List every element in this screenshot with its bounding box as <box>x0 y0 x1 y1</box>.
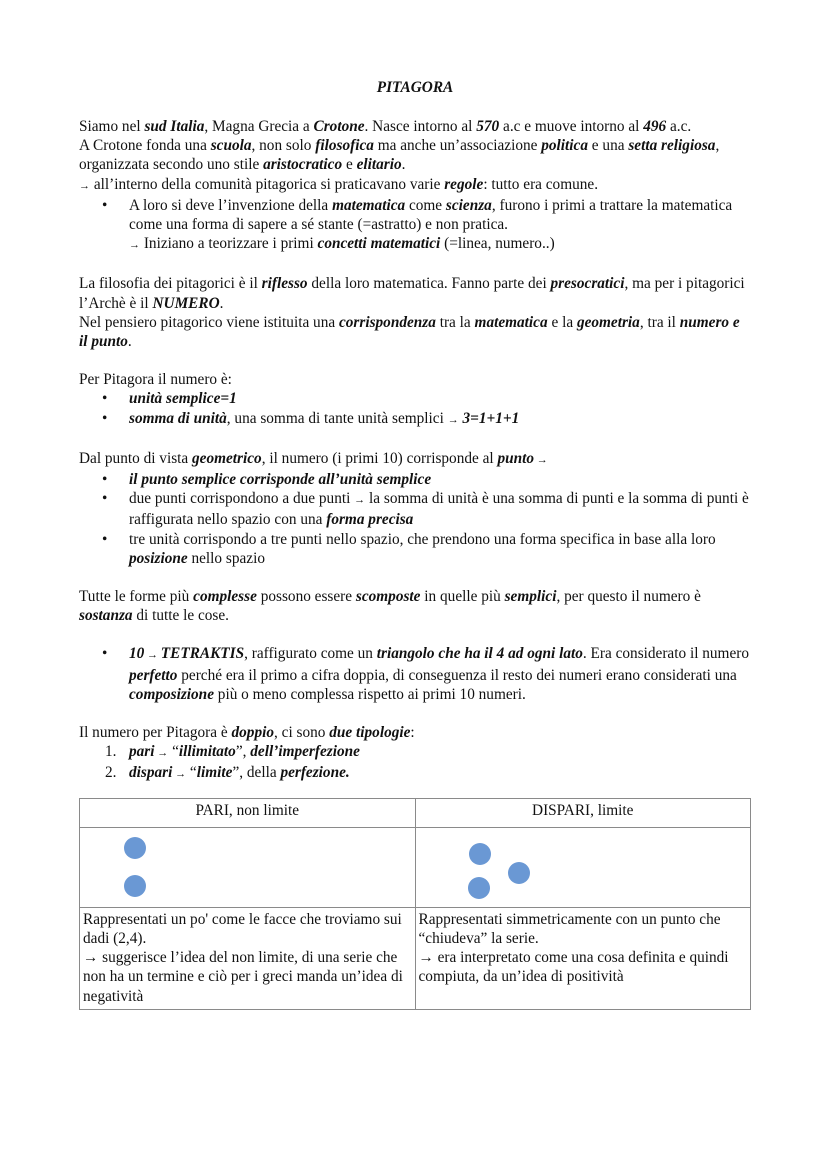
text-run: A Crotone fonda una <box>79 137 211 155</box>
double-section <box>79 723 751 785</box>
emphasis-text: NUMERO <box>152 294 220 312</box>
emphasis-text: politica <box>541 137 588 155</box>
number-bullet-list <box>79 389 751 429</box>
text-run: “ <box>168 743 179 761</box>
intro-bullet-list <box>79 196 751 234</box>
text-run: (=linea, numero..) <box>440 235 555 253</box>
emphasis-text: riflesso <box>261 275 308 293</box>
emphasis-text: complesse <box>193 588 257 606</box>
intro-line-3 <box>79 175 751 196</box>
pari-dispari-table <box>79 798 751 1010</box>
table-dots-row <box>80 827 751 907</box>
text-run: e una <box>587 137 629 155</box>
double-numbered-list <box>79 742 751 784</box>
text-run: , per questo il numero è <box>556 588 701 606</box>
double-intro <box>79 723 751 742</box>
text-run: tre unità corrispondo a tre punti nello spazio, che prendono una forma specifica in base alla loro <box>129 530 716 548</box>
text-run: , organizzata secondo uno stile <box>79 137 720 174</box>
emphasis-text: geometrico <box>192 449 262 467</box>
number-section <box>79 370 751 430</box>
dot-icon <box>468 877 490 899</box>
emphasis-text: 496 <box>643 118 667 135</box>
intro-bullet <box>79 196 751 234</box>
text-run: A loro si deve l’invenzione della <box>129 196 333 214</box>
dot-icon <box>469 843 491 865</box>
emphasis-text: corrispondenza <box>338 313 436 331</box>
text-run: , Magna Grecia a <box>204 118 314 135</box>
tetraktis-list <box>79 644 751 704</box>
emphasis-text: unità semplice=1 <box>129 390 237 408</box>
text-run: tra la <box>435 313 475 331</box>
arrow-icon: → <box>354 494 366 507</box>
emphasis-text: triangolo che ha il 4 ad ogni lato <box>376 645 583 663</box>
text-run: più o meno complessa rispetto ai primi 10 numeri. <box>213 685 526 703</box>
geometric-bullet <box>79 470 751 489</box>
geometric-bullet-list <box>79 470 751 568</box>
text-run: Il numero per Pitagora è <box>79 724 232 742</box>
text-run: e la <box>547 313 577 331</box>
text-run: Siamo nel <box>79 118 145 135</box>
geometric-section <box>79 449 751 568</box>
geometric-bullet <box>79 489 751 529</box>
text-run: all’interno della comunità pitagorica si praticavano varie <box>90 175 445 193</box>
text-run: nello spazio <box>187 549 265 567</box>
emphasis-text: Crotone <box>313 118 365 135</box>
pari-explanation: → suggerisce l’idea del non limite, di una serie che non ha un termine e ciò per i greci manda un’idea di negatività <box>83 949 403 1005</box>
text-run: Tutte le forme più <box>79 588 194 606</box>
emphasis-text: posizione <box>129 549 188 567</box>
text-run: di tutte le cose. <box>132 607 229 625</box>
emphasis-text: perfezione. <box>280 764 350 782</box>
emphasis-text: elitario <box>356 156 402 174</box>
text-run: e <box>342 156 357 174</box>
text-run: come <box>405 196 446 214</box>
document-title: PITAGORA <box>376 79 454 96</box>
text-run: ”, <box>235 743 251 761</box>
text-run: Dal punto di vista <box>79 449 193 467</box>
emphasis-text: 570 <box>476 118 500 135</box>
text-run: possono essere <box>256 588 356 606</box>
dot-icon <box>508 862 530 884</box>
document-page <box>79 78 751 1010</box>
emphasis-text: matematica <box>474 313 548 331</box>
text-run: due punti corrispondono a due punti <box>129 490 355 508</box>
philosophy-para-2 <box>79 313 751 351</box>
text-run: Iniziano a teorizzare i primi <box>140 235 318 253</box>
arrow-icon: → <box>129 239 140 252</box>
text-run: a.c. <box>666 118 692 135</box>
list-number: 2. <box>105 764 117 782</box>
emphasis-text: regole <box>444 175 484 193</box>
intro-bullet-subline <box>79 234 751 255</box>
emphasis-text: presocratici <box>550 275 625 293</box>
emphasis-text: matematica <box>332 196 406 214</box>
list-item-text <box>129 743 360 760</box>
arrow-icon: → <box>79 179 90 192</box>
emphasis-text: illimitato <box>178 743 236 761</box>
emphasis-text: filosofica <box>315 137 374 155</box>
text-run: perché era il primo a cifra doppia, di conseguenza il resto dei numeri erano considerati una <box>177 666 737 684</box>
text-run: ”, della <box>232 764 281 782</box>
emphasis-text: forma precisa <box>326 511 414 529</box>
emphasis-text: doppio <box>231 724 274 742</box>
text-run: . Nasce intorno al <box>364 118 477 135</box>
header-dispari: DISPARI, limite <box>415 798 751 827</box>
text-run: . <box>219 294 224 312</box>
emphasis-text: limite <box>196 764 233 782</box>
emphasis-text: aristocratico <box>263 156 343 174</box>
dispari-explanation: → era interpretato come una cosa definita e quindi compiuta, da un’idea di positività <box>418 949 729 986</box>
text-run: a.c e muove intorno al <box>499 118 644 135</box>
emphasis-text: punto <box>497 449 535 467</box>
text-run: , furono i primi a trattare la matematica come una forma di sapere a sé stante (=astratto) e non pratica. <box>129 196 733 234</box>
double-item-pari <box>79 742 751 763</box>
dispari-dots-cell <box>415 827 751 907</box>
number-bullet <box>79 409 751 430</box>
geometric-intro <box>79 449 751 470</box>
tetraktis-bullet <box>79 644 751 704</box>
arrow-icon: → <box>172 768 187 781</box>
forms-section <box>79 587 751 625</box>
text-run: la somma di unità è una somma di punti e la somma di punti è raffigurata nello spazio con una <box>129 490 749 529</box>
emphasis-text: geometria <box>576 313 640 331</box>
emphasis-text: pari <box>129 743 155 761</box>
text-run: : tutto era comune. <box>483 175 599 193</box>
text-run: ma anche un’associazione <box>373 137 542 155</box>
emphasis-text: semplici <box>504 588 557 606</box>
text-run: , ci sono <box>274 724 330 742</box>
text-run: della loro matematica. Fanno parte dei <box>307 275 551 293</box>
emphasis-text: numero e il punto <box>79 313 740 351</box>
geometric-bullet <box>79 530 751 568</box>
arrow-icon: → <box>447 413 459 426</box>
text-run: . <box>127 333 132 351</box>
pari-description-cell <box>80 907 416 1009</box>
philosophy-section <box>79 274 751 351</box>
emphasis-text: scienza <box>445 196 492 214</box>
pari-dots-cell <box>80 827 416 907</box>
dot-icon <box>124 837 146 859</box>
list-number: 1. <box>105 743 117 761</box>
emphasis-text: sud Italia <box>144 118 205 135</box>
emphasis-text: 3=1+1+1 <box>462 409 520 427</box>
text-run: , raffigurato come un <box>244 645 377 663</box>
table-text-row <box>80 907 751 1009</box>
emphasis-text: il punto semplice corrisponde all’unità semplice <box>129 471 432 489</box>
arrow-icon: → <box>144 649 161 662</box>
text-run: La filosofia dei pitagorici è il <box>79 275 262 293</box>
number-bullet <box>79 389 751 408</box>
emphasis-text: composizione <box>129 685 214 703</box>
pari-description: Rappresentati un po' come le facce che troviamo sui dadi (2,4). <box>83 910 402 947</box>
philosophy-para-1 <box>79 274 751 312</box>
tetraktis-section <box>79 644 751 704</box>
table-header-row <box>80 798 751 827</box>
arrow-icon: → <box>154 747 169 760</box>
arrow-icon: → <box>534 453 548 466</box>
emphasis-text: 10 <box>129 645 145 663</box>
text-run: , tra il <box>639 313 680 331</box>
intro-line-1 <box>79 117 751 136</box>
text-run: Nel pensiero pitagorico viene istituita una <box>79 313 339 331</box>
header-pari: PARI, non limite <box>80 798 416 827</box>
text-run: , non solo <box>251 137 316 155</box>
emphasis-text: dispari <box>129 764 173 782</box>
emphasis-text: due tipologie <box>329 724 411 742</box>
intro-line-2 <box>79 136 751 174</box>
emphasis-text: sostanza <box>79 607 133 625</box>
number-intro: Per Pitagora il numero è: <box>79 371 232 389</box>
dot-icon <box>124 875 146 897</box>
text-run: , ma per i pitagorici l’Archè è il <box>79 275 745 312</box>
emphasis-text: somma di unità <box>129 409 227 427</box>
dispari-description-cell <box>415 907 751 1009</box>
emphasis-text: TETRAKTIS <box>160 645 245 663</box>
forms-para <box>79 587 751 625</box>
emphasis-text: dell’imperfezione <box>250 743 360 761</box>
emphasis-text: scomposte <box>355 588 421 606</box>
intro-section <box>79 117 751 255</box>
text-run: , il numero (i primi 10) corrisponde al <box>261 449 498 467</box>
text-run: . <box>401 156 406 174</box>
text-run: “ <box>186 764 197 782</box>
text-run: , una somma di tante unità semplici <box>226 409 448 427</box>
double-item-dispari <box>79 763 751 784</box>
emphasis-text: perfetto <box>129 666 178 684</box>
emphasis-text: concetti matematici <box>317 235 441 253</box>
list-item-text <box>129 764 350 781</box>
text-run: : <box>410 724 415 742</box>
text-run: . Era considerato il numero <box>582 645 749 663</box>
dispari-description: Rappresentati simmetricamente con un punto che “chiudeva” la serie. <box>418 910 721 947</box>
emphasis-text: setta religiosa <box>628 137 716 155</box>
text-run: in quelle più <box>420 588 505 606</box>
emphasis-text: scuola <box>210 137 252 155</box>
